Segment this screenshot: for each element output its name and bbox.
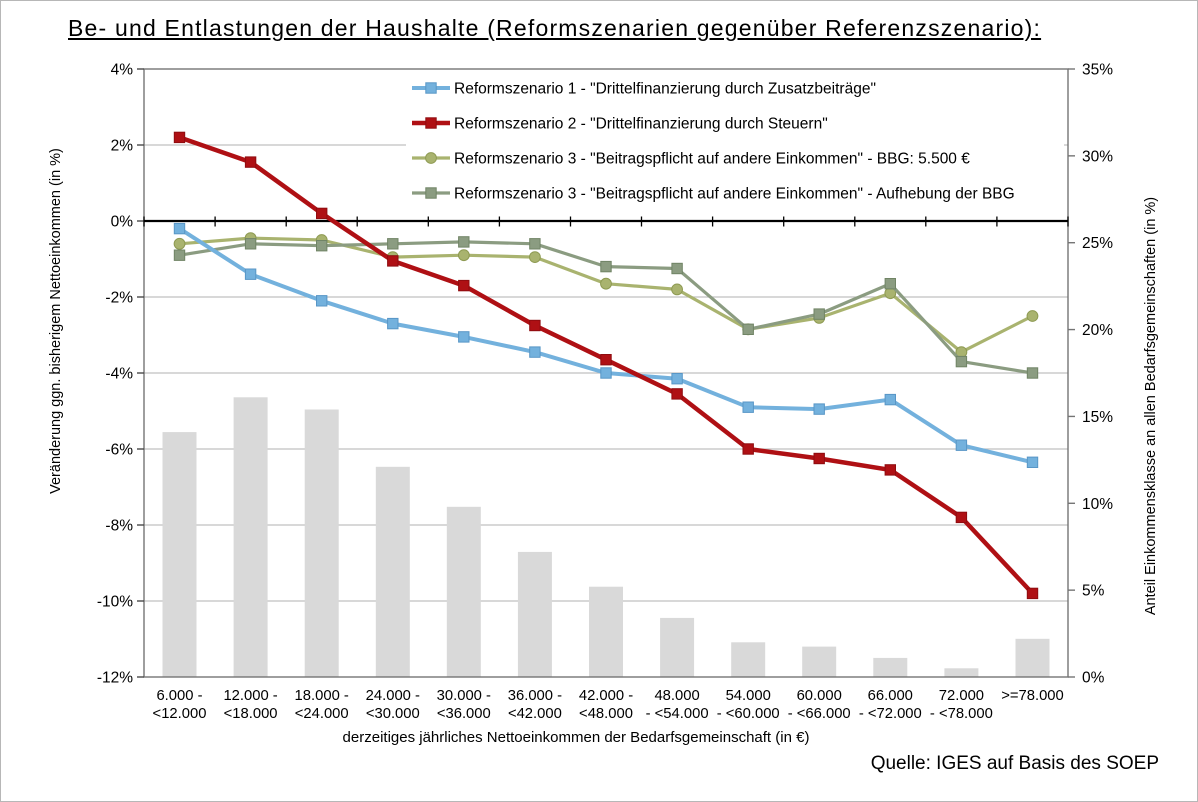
x-category-label: 36.000 - <box>507 688 563 704</box>
left-tick-label: -2% <box>105 289 133 307</box>
right-tick-label: 0% <box>1082 669 1105 687</box>
x-category-label: - <54.000 <box>645 706 709 722</box>
left-tick-label: -8% <box>105 517 133 535</box>
x-category-label: 66.000 <box>867 688 913 704</box>
bar <box>447 507 481 677</box>
bar <box>376 467 410 677</box>
right-tick-label: 35% <box>1082 61 1114 79</box>
x-axis-title: derzeitiges jährliches Nettoeinkommen der Bedarfsgemeinschaft (in €) <box>342 729 810 746</box>
x-category-label: 6.000 - <box>156 688 203 704</box>
left-tick-label: 4% <box>110 61 133 79</box>
x-category-label: 72.000 <box>938 688 985 704</box>
x-category-label: - <72.000 <box>858 706 922 722</box>
bar <box>1016 639 1050 677</box>
x-category-label: <42.000 <box>507 706 562 722</box>
bar <box>873 658 907 677</box>
left-axis-ticks <box>97 62 144 687</box>
bar <box>163 432 197 677</box>
x-category-label: 42.000 - <box>578 688 634 704</box>
x-category-label: 54.000 <box>725 688 771 704</box>
x-category-label: - <78.000 <box>929 706 993 722</box>
bar <box>518 552 552 677</box>
x-category-label: <18.000 <box>223 706 278 722</box>
x-category-label: <12.000 <box>152 706 207 722</box>
x-category-label: <30.000 <box>365 706 420 722</box>
legend-item <box>412 116 828 133</box>
x-category-label: 30.000 - <box>436 688 491 704</box>
bar <box>589 587 623 677</box>
left-tick-label: 0% <box>110 213 133 231</box>
x-category-label: <24.000 <box>294 706 349 722</box>
chart-title: Be- und Entlastungen der Haushalte (Reformszenarien gegenüber Referenzszenario): <box>68 15 1042 41</box>
bar <box>660 618 694 677</box>
legend-item <box>412 81 876 98</box>
x-category-label: 48.000 <box>654 688 700 704</box>
x-category-label: 60.000 <box>796 688 842 704</box>
legend-label: Reformszenario 3 - "Beitragspflicht auf andere Einkommen" - BBG: 5.500 € <box>454 150 970 168</box>
right-tick-label: 10% <box>1082 495 1114 513</box>
right-tick-label: 25% <box>1082 235 1114 253</box>
legend-label: Reformszenario 1 - "Drittelfinanzierung durch Zusatzbeiträge" <box>454 80 876 98</box>
right-axis-title: Anteil Einkommensklasse an allen Bedarfsgemeinschaften (in %) <box>1143 196 1159 616</box>
x-category-label: 24.000 - <box>365 688 420 704</box>
legend-item <box>412 186 1015 203</box>
left-tick-label: -6% <box>105 441 133 459</box>
legend-item <box>412 151 970 168</box>
left-axis-title: Veränderung ggn. bisherigem Nettoeinkommen (in %) <box>48 148 64 494</box>
zero-axis <box>144 217 1068 227</box>
legend-label: Reformszenario 2 - "Drittelfinanzierung durch Steuern" <box>454 115 828 133</box>
left-tick-label: -4% <box>105 365 133 383</box>
right-tick-label: 20% <box>1082 322 1114 340</box>
bar <box>234 397 268 677</box>
bar <box>305 410 339 678</box>
right-tick-label: 15% <box>1082 408 1114 426</box>
right-tick-label: 5% <box>1082 582 1105 600</box>
line-series <box>174 223 1037 467</box>
x-category-label: <48.000 <box>579 706 633 722</box>
x-category-label: 12.000 - <box>223 688 278 704</box>
x-category-label: - <60.000 <box>716 706 780 722</box>
left-tick-label: 2% <box>110 137 133 155</box>
bar <box>731 642 765 677</box>
x-category-label: <36.000 <box>436 706 491 722</box>
right-tick-label: 30% <box>1082 148 1114 166</box>
x-category-label: - <66.000 <box>787 706 851 722</box>
left-tick-label: -12% <box>96 669 133 687</box>
bars-series <box>163 397 1050 677</box>
x-category-label: >=78.000 <box>1001 688 1064 704</box>
left-tick-label: -10% <box>96 593 133 611</box>
legend-label: Reformszenario 3 - "Beitragspflicht auf andere Einkommen" - Aufhebung der BBG <box>454 185 1015 203</box>
x-category-labels <box>153 688 1064 722</box>
bar <box>944 668 978 677</box>
x-category-label: 18.000 - <box>294 688 349 704</box>
bar <box>802 647 836 677</box>
chart-canvas <box>1 1 1198 802</box>
source-note: Quelle: IGES auf Basis des SOEP <box>870 753 1159 774</box>
right-axis-ticks <box>1068 62 1113 687</box>
